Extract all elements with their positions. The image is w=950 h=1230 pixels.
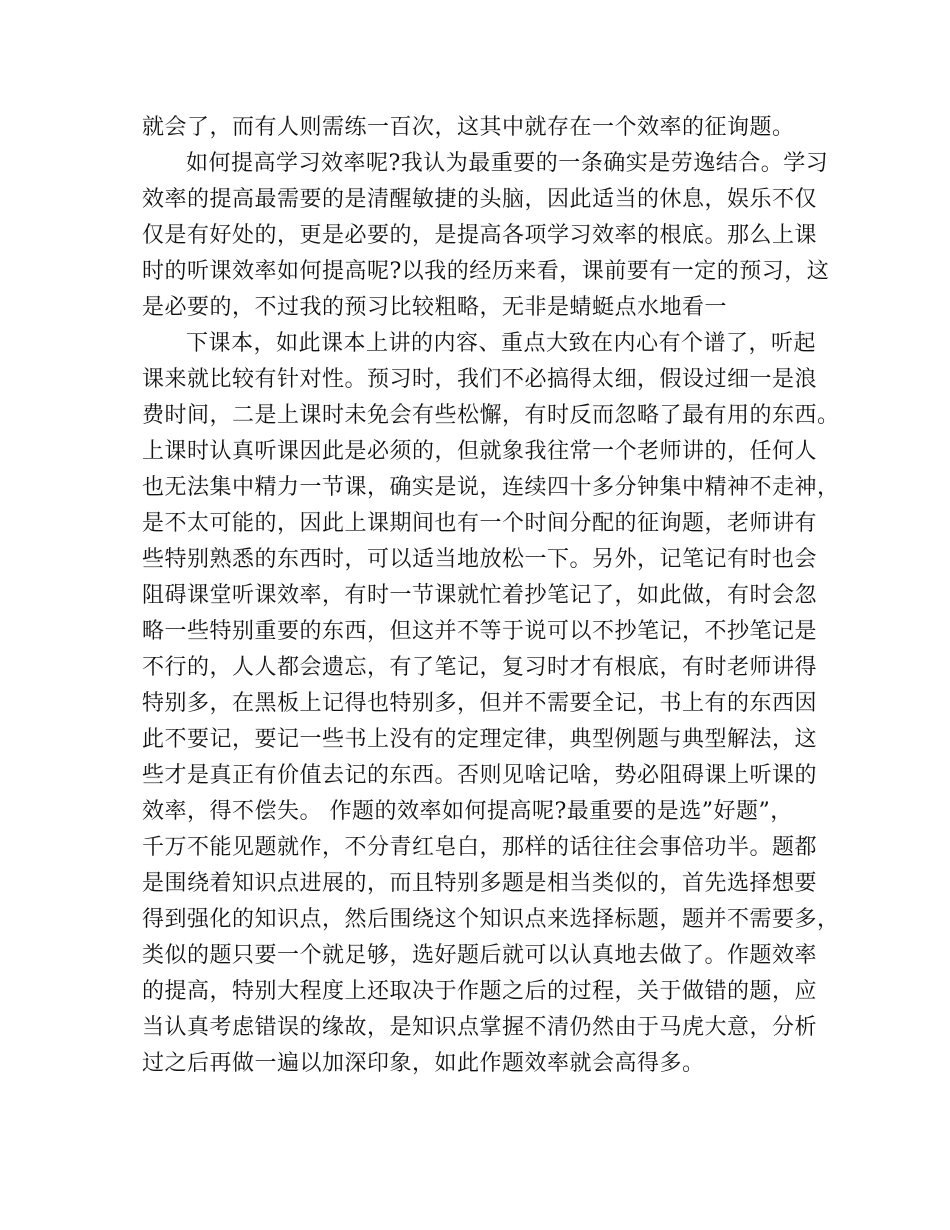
text-line: 当认真考虑错误的缘故，是知识点掌握不清仍然由于马虎大意，分析 xyxy=(142,1015,818,1040)
text-line: 是不太可能的，因此上课期间也有一个时间分配的征询题，老师讲有 xyxy=(142,511,818,536)
paragraph-start-line: 下课本，如此课本上讲的内容、重点大致在内心有个谱了，听起 xyxy=(186,331,817,356)
paragraph-start-line: 如何提高学习效率呢?我认为最重要的一条确实是劳逸结合。学习 xyxy=(186,151,829,176)
text-line: 特别多，在黑板上记得也特别多，但并不需要全记，书上有的东西因 xyxy=(142,691,818,716)
text-line: 就会了，而有人则需练一百次，这其中就存在一个效率的征询题。 xyxy=(142,115,795,140)
text-line: 是围绕着知识点进展的，而且特别多题是相当类似的，首先选择想要 xyxy=(142,871,818,896)
text-line: 效率，得不偿失。 作题的效率如何提高呢?最重要的是选”好题”， xyxy=(142,799,793,824)
text-line: 略一些特别重要的东西，但这并不等于说可以不抄笔记，不抄笔记是 xyxy=(142,619,818,644)
text-line: 效率的提高最需要的是清醒敏捷的头脑，因此适当的休息，娱乐不仅 xyxy=(142,187,818,212)
text-line: 上课时认真听课因此是必须的，但就象我往常一个老师讲的，任何人 xyxy=(142,439,818,464)
text-line: 过之后再做一遍以加深印象，如此作题效率就会高得多。 xyxy=(142,1051,705,1076)
text-line: 的提高，特别大程度上还取决于作题之后的过程，关于做错的题，应 xyxy=(142,979,818,1004)
text-line: 千万不能见题就作，不分青红皂白，那样的话往往会事倍功半。题都 xyxy=(142,835,818,860)
text-line: 此不要记，要记一些书上没有的定理定律，典型例题与典型解法，这 xyxy=(142,727,818,752)
text-line: 些特别熟悉的东西时，可以适当地放松一下。另外，记笔记有时也会 xyxy=(142,547,818,572)
text-line: 得到强化的知识点，然后围绕这个知识点来选择标题，题并不需要多， xyxy=(142,907,840,932)
text-line: 类似的题只要一个就足够，选好题后就可以认真地去做了。作题效率 xyxy=(142,943,818,968)
text-line: 也无法集中精力一节课，确实是说，连续四十多分钟集中精神不走神， xyxy=(142,475,840,500)
text-line: 费时间，二是上课时未免会有些松懈，有时反而忽略了最有用的东西。 xyxy=(142,403,840,428)
text-line: 时的听课效率如何提高呢?以我的经历来看，课前要有一定的预习，这 xyxy=(142,259,830,284)
text-line: 课来就比较有针对性。预习时，我们不必搞得太细，假设过细一是浪 xyxy=(142,367,818,392)
text-line: 不行的，人人都会遗忘，有了笔记，复习时才有根底，有时老师讲得 xyxy=(142,655,818,680)
text-line: 阻碍课堂听课效率，有时一节课就忙着抄笔记了，如此做，有时会忽 xyxy=(142,583,818,608)
text-line: 是必要的，不过我的预习比较粗略，无非是蜻蜓点水地看一 xyxy=(142,295,728,320)
text-line: 仅是有好处的，更是必要的，是提高各项学习效率的根底。那么上课 xyxy=(142,223,818,248)
text-line: 些才是真正有价值去记的东西。否则见啥记啥，势必阻碍课上听课的 xyxy=(142,763,818,788)
